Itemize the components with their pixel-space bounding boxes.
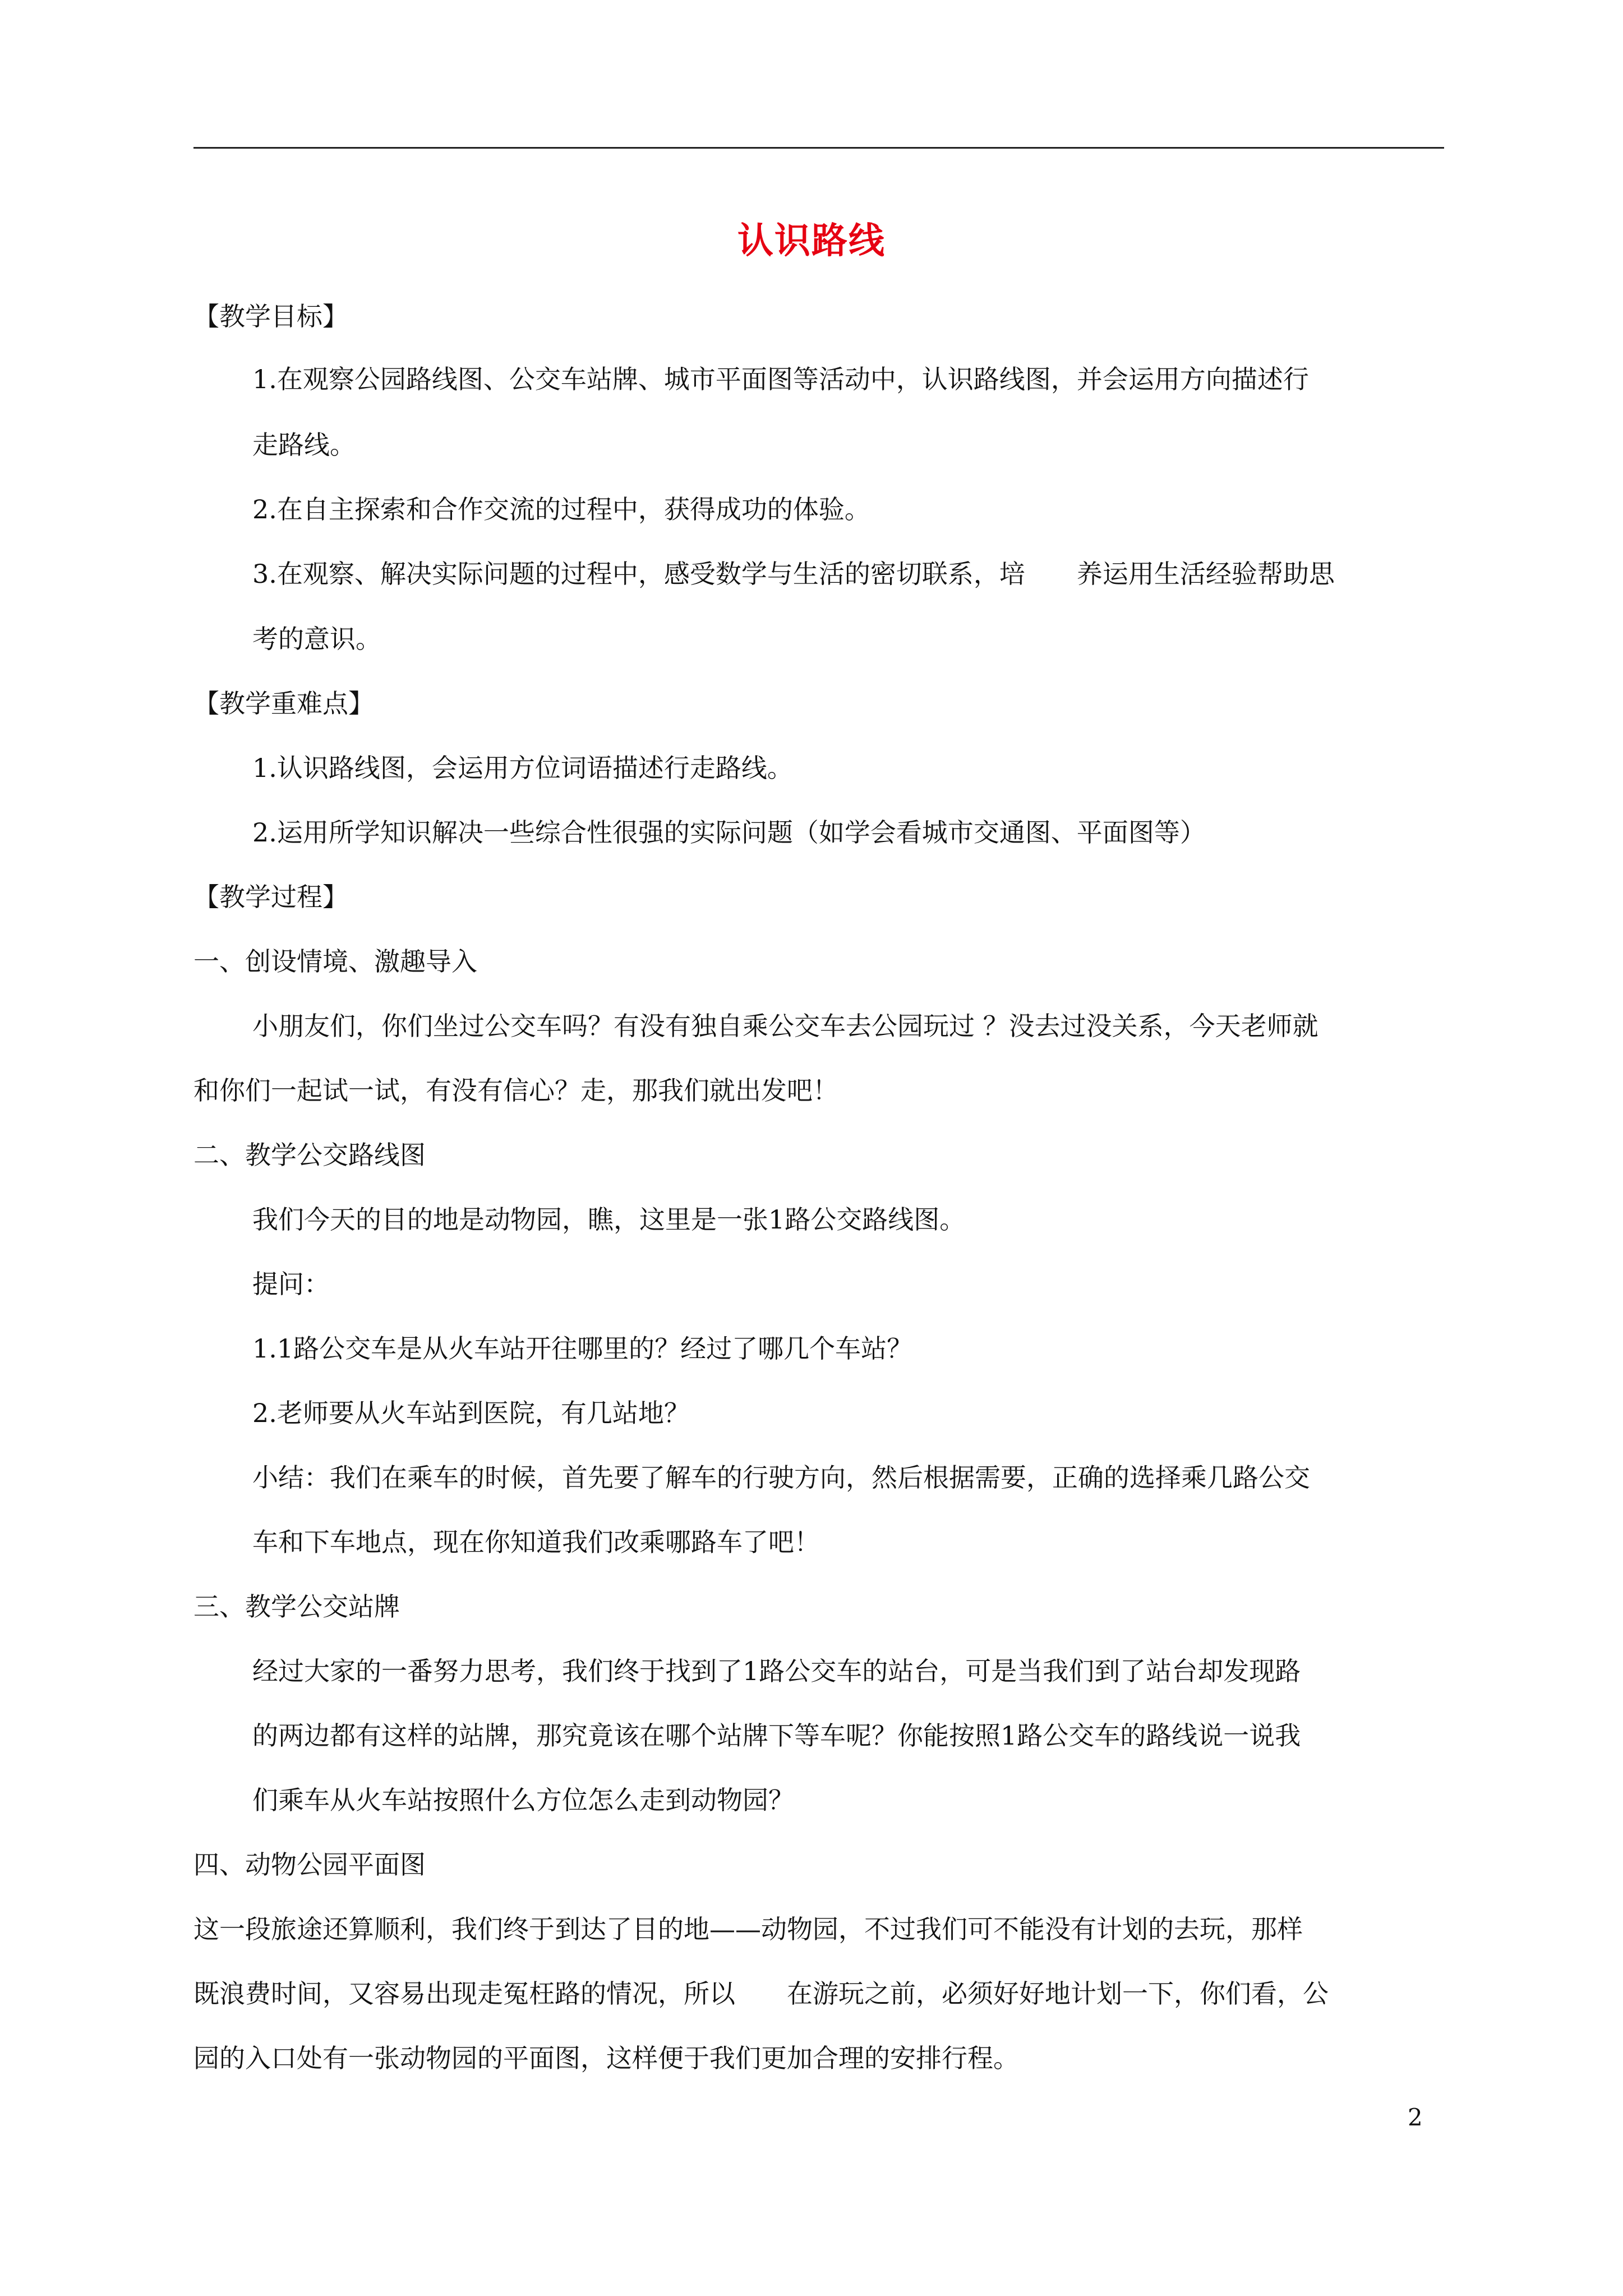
section-heading-process: 【教学过程】: [193, 882, 348, 912]
objective-1-line-2: 走路线。: [252, 430, 356, 460]
step-4-paragraph-line-2: 既浪费时间，又容易出现走冤枉路的情况，所以 在游玩之前，必须好好地计划一下，你们看，公: [193, 1978, 1329, 2009]
question-2: 2.老师要从火车站到医院，有几站地？: [252, 1398, 690, 1428]
step-4-heading: 四、动物公园平面图: [193, 1849, 426, 1880]
objective-3-line-1: 3.在观察、解决实际问题的过程中，感受数学与生活的密切联系，培 养运用生活经验帮助思: [252, 559, 1335, 589]
section-heading-key-points: 【教学重难点】: [193, 688, 374, 719]
step-3-paragraph-line-2: 的两边都有这样的站牌，那究竟该在哪个站牌下等车呢？你能按照1路公交车的路线说一说我: [252, 1720, 1301, 1751]
objective-1-line-1: 1.在观察公园路线图、公交车站牌、城市平面图等活动中，认识路线图，并会运用方向描述行: [252, 364, 1309, 394]
section-heading-objectives: 【教学目标】: [193, 301, 348, 332]
key-point-2: 2.运用所学知识解决一些综合性很强的实际问题（如学会看城市交通图、平面图等）: [252, 817, 1206, 848]
summary-line-2: 车和下车地点，现在你知道我们改乘哪路车了吧！: [252, 1527, 820, 1557]
question-1: 1.1路公交车是从火车站开往哪里的？经过了哪几个车站？: [252, 1333, 913, 1364]
question-label: 提问：: [252, 1269, 330, 1299]
step-1-paragraph-line-2: 和你们一起试一试，有没有信心？走，那我们就出发吧！: [193, 1075, 838, 1106]
key-point-1: 1.认识路线图，会运用方位词语描述行走路线。: [252, 753, 793, 783]
step-4-paragraph-line-1: 这一段旅途还算顺利，我们终于到达了目的地——动物园，不过我们可不能没有计划的去玩，那样: [193, 1914, 1303, 1944]
objective-2: 2.在自主探索和合作交流的过程中，获得成功的体验。: [252, 494, 870, 524]
step-3-heading: 三、教学公交站牌: [193, 1591, 400, 1622]
step-1-paragraph-line-1: 小朋友们，你们坐过公交车吗？有没有独自乘公交车去公园玩过 ？没去过没关系，今天老师就: [252, 1011, 1318, 1041]
step-3-paragraph-line-1: 经过大家的一番努力思考，我们终于找到了1路公交车的站台，可是当我们到了站台却发现路: [252, 1656, 1301, 1686]
step-4-paragraph-line-3: 园的入口处有一张动物园的平面图，这样便于我们更加合理的安排行程。: [193, 2043, 1019, 2073]
objective-3-line-2: 考的意识。: [252, 624, 381, 654]
summary-line-1: 小结：我们在乘车的时候，首先要了解车的行驶方向，然后根据需要，正确的选择乘几路公交: [252, 1462, 1310, 1493]
document-title: 认识路线: [737, 220, 886, 262]
step-2-heading: 二、教学公交路线图: [193, 1140, 426, 1170]
page-number: 2: [1408, 2104, 1423, 2131]
header-rule: [193, 147, 1444, 149]
step-2-paragraph: 我们今天的目的地是动物园，瞧，这里是一张1路公交路线图。: [252, 1204, 966, 1235]
step-3-paragraph-line-3: 们乘车从火车站按照什么方位怎么走到动物园？: [252, 1785, 794, 1815]
step-1-heading: 一、创设情境、激趣导入: [193, 946, 477, 977]
